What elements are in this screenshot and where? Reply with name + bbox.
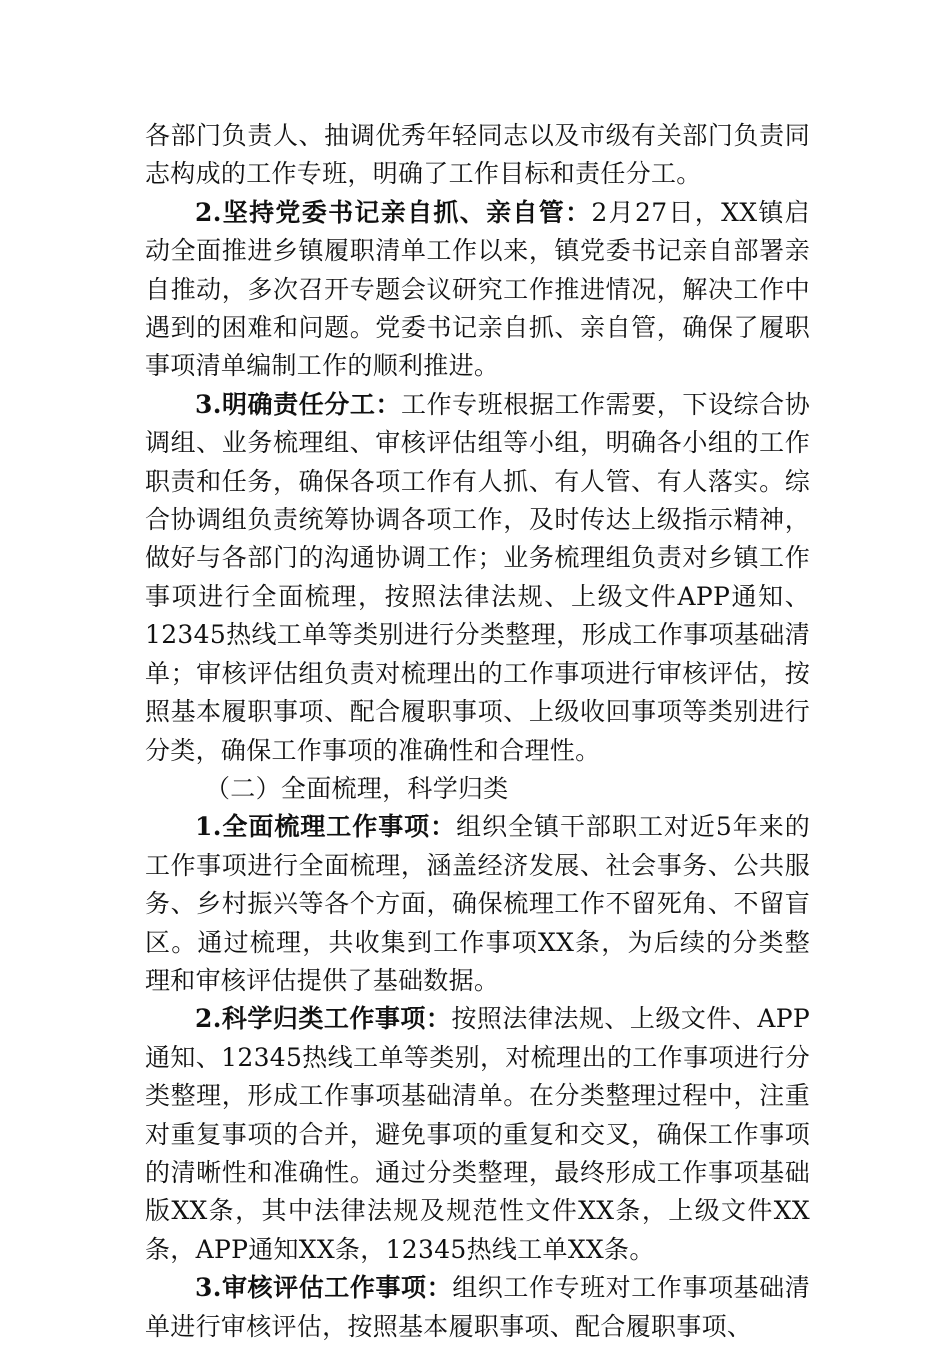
paragraph-text: 工作专班根据工作需要，下设综合协调组、业务梳理组、审核评估组等小组，明确各小组的工作职责和任务，确保各项工作有人抓、有人管、有人落实。综合协调组负责统筹协调各项工作，及时传达上级指示精神，做好与各部门的沟通协调工作；业务梳理组负责对乡镇工作事项进行全面梳理，按照法律法规、上级文件APP通知、12345热线工单等类别进行分类整理，形成工作事项基础清单；审核评估组负责对梳理出的工作事项进行审核评估，按照基本履职事项、配合履职事项、上级收回事项等类别进行分类，确保工作事项的准确性和合理性。 bbox=[145, 389, 810, 765]
paragraph-lead: 3.审核评估工作事项： bbox=[195, 1273, 453, 1303]
paragraph-lead: 1.全面梳理工作事项： bbox=[195, 812, 457, 842]
paragraph-text: 组织工作专班对工作事项基础清单进行审核评估，按照基本履职事项、配合履职事项、 bbox=[145, 1273, 811, 1341]
paragraph-party-secretary bbox=[145, 194, 810, 386]
paragraph-text: 各部门负责人、抽调优秀年轻同志以及市级有关部门负责同志构成的工作专班，明确了工作目标和责任分工。 bbox=[145, 121, 810, 189]
paragraph-comprehensive-review bbox=[145, 808, 810, 1000]
paragraph-audit bbox=[145, 1269, 810, 1346]
paragraph-responsibility bbox=[145, 386, 810, 770]
paragraph-text: 2月27日，XX镇启动全面推进乡镇履职清单工作以来，镇党委书记亲自部署亲自推动，多次召开专题会议研究工作推进情况，解决工作中遇到的困难和问题。党委书记亲自抓、亲自管，确保了履职事项清单编制工作的顺利推进。 bbox=[145, 197, 810, 381]
paragraph-lead: 2.科学归类工作事项： bbox=[195, 1004, 452, 1034]
section-heading bbox=[145, 770, 810, 808]
paragraph-lead: 3.明确责任分工： bbox=[195, 389, 402, 419]
paragraph-continuation bbox=[145, 117, 810, 194]
paragraph-lead: 2.坚持党委书记亲自抓、亲自管： bbox=[195, 197, 592, 227]
section-heading-text: （二）全面梳理，科学归类 bbox=[205, 773, 509, 803]
paragraph-text: 组织全镇干部职工对近5年来的工作事项进行全面梳理，涵盖经济发展、社会事务、公共服务、乡村振兴等各个方面，确保梳理工作不留死角、不留盲区。通过梳理，共收集到工作事项XX条，为后续的分类整理和审核评估提供了基础数据。 bbox=[145, 812, 810, 995]
document-body bbox=[145, 117, 810, 1346]
paragraph-text: 按照法律法规、上级文件、APP通知、12345热线工单等类别，对梳理出的工作事项进行分类整理，形成工作事项基础清单。在分类整理过程中，注重对重复事项的合并，避免事项的重复和交叉，确保工作事项的清晰性和准确性。通过分类整理，最终形成工作事项基础版XX条，其中法律法规及规范性文件XX条，上级文件XX条，APP通知XX条，12345热线工单XX条。 bbox=[145, 1004, 810, 1264]
paragraph-classification bbox=[145, 1000, 810, 1269]
